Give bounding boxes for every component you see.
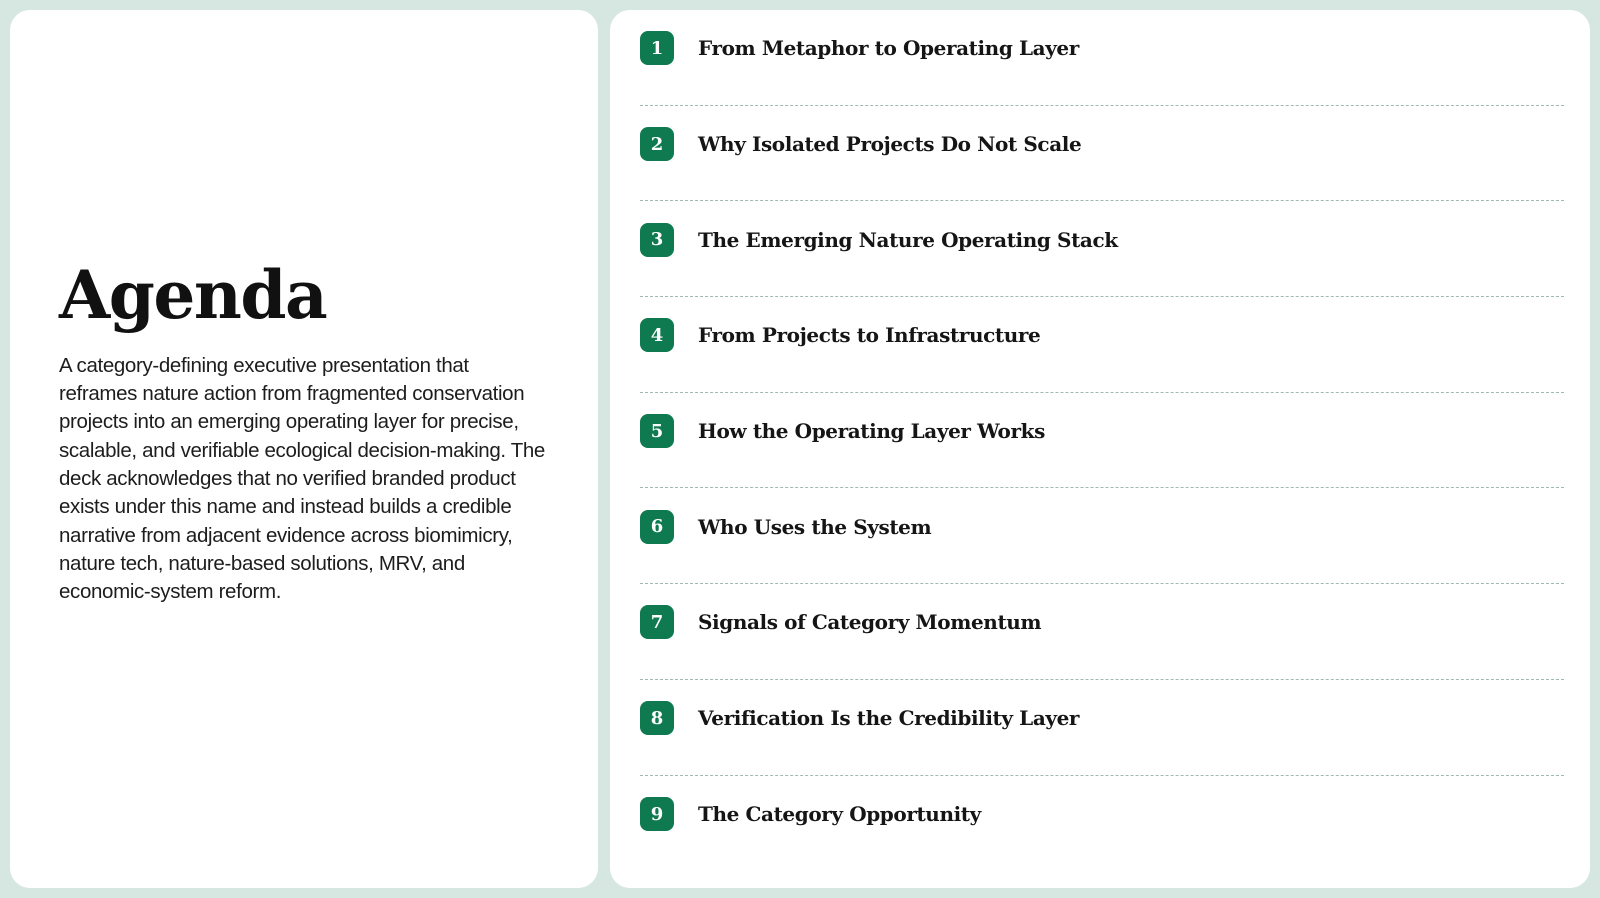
agenda-number-badge: 8	[640, 701, 674, 735]
agenda-item-7	[640, 584, 1564, 680]
agenda-number-badge: 5	[640, 414, 674, 448]
agenda-item-6	[640, 488, 1564, 584]
agenda-number-badge: 1	[640, 31, 674, 65]
agenda-item-label: Why Isolated Projects Do Not Scale	[698, 132, 1082, 157]
agenda-item-3	[640, 201, 1564, 297]
agenda-item-label: Signals of Category Momentum	[698, 610, 1042, 635]
agenda-item-label: How the Operating Layer Works	[698, 419, 1045, 444]
agenda-item-label: Who Uses the System	[698, 514, 932, 539]
agenda-number-badge: 9	[640, 797, 674, 831]
agenda-number-badge: 3	[640, 223, 674, 257]
agenda-item-2	[640, 106, 1564, 202]
agenda-item-label: The Category Opportunity	[698, 802, 981, 827]
agenda-number-badge: 6	[640, 510, 674, 544]
intro-content	[59, 258, 549, 607]
agenda-number-badge: 2	[640, 127, 674, 161]
agenda-item-label: The Emerging Nature Operating Stack	[698, 227, 1118, 252]
page-title: Agenda	[59, 256, 327, 334]
agenda-panel	[610, 10, 1590, 888]
agenda-item-9	[640, 776, 1564, 872]
agenda-item-1	[640, 10, 1564, 106]
agenda-item-8	[640, 680, 1564, 776]
intro-description: A category-defining executive presentation that reframes nature action from fragmented conservation projects into an emerging operating layer for precise, scalable, and verifiable ecological decision-making. The deck acknowledges that no verified branded product exists under this name and instead builds a credible narrative from adjacent evidence across biomimicry, nature tech, nature-based solutions, MRV, and economic-system reform.	[59, 353, 545, 604]
agenda-item-label: From Metaphor to Operating Layer	[698, 36, 1079, 61]
intro-panel	[10, 10, 598, 888]
agenda-item-4	[640, 297, 1564, 393]
agenda-number-badge: 7	[640, 605, 674, 639]
agenda-item-label: Verification Is the Credibility Layer	[698, 706, 1080, 731]
agenda-list	[640, 10, 1564, 871]
agenda-item-5	[640, 393, 1564, 489]
agenda-number-badge: 4	[640, 318, 674, 352]
agenda-item-label: From Projects to Infrastructure	[698, 323, 1041, 348]
